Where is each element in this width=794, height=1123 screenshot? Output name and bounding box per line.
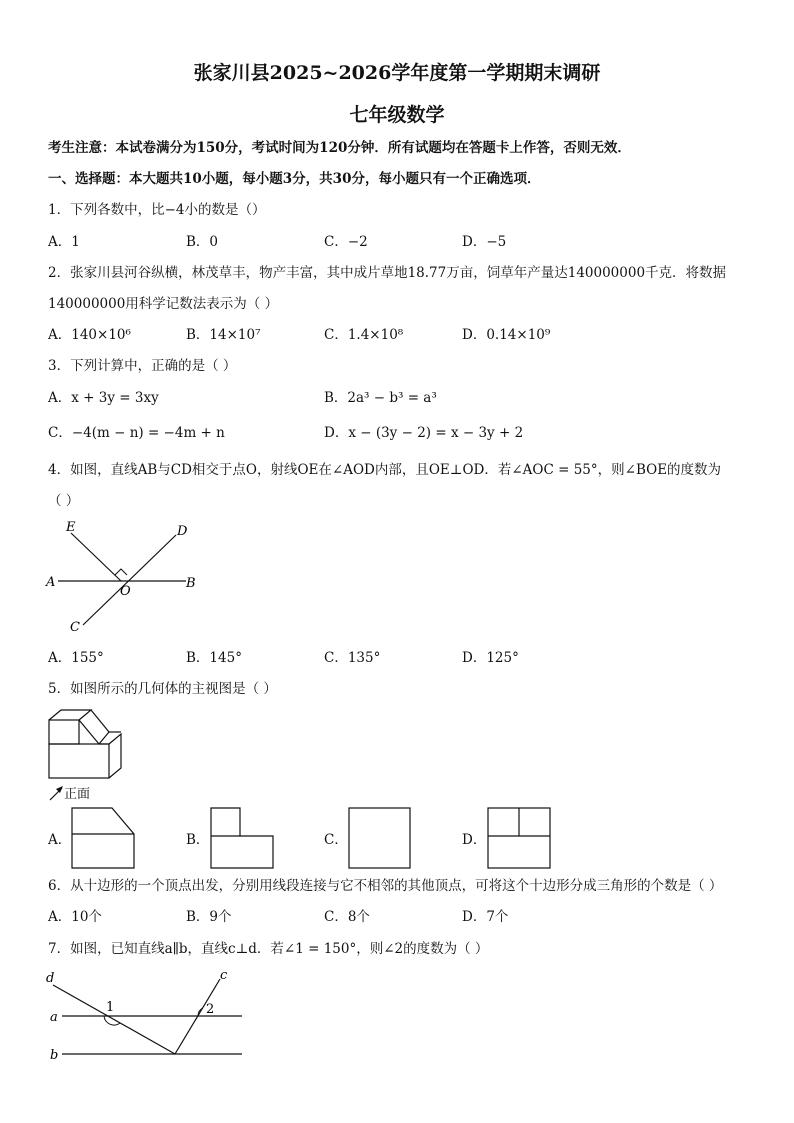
question-4-stem-line-2: （ ） [48, 493, 80, 509]
label-e: E [66, 520, 76, 535]
question-4-stem-line-1: 4．如图，直线AB与CD相交于点O，射线OE在∠AOD内部，且OE⊥OD．若∠AOC = 55°，则∠BOE的度数为 [48, 462, 722, 478]
q5-option-c: C． [324, 832, 348, 848]
angle-2-label: 2 [206, 1002, 215, 1017]
question-5-stem: 5．如图所示的几何体的主视图是（ ） [48, 681, 277, 697]
q2-option-b: B．14×10⁷ [186, 327, 261, 343]
q1-option-a: A．1 [48, 234, 80, 250]
q1-option-d: D．−5 [462, 234, 507, 250]
question-2-stem-line-1: 2．张家川县河谷纵横，林茂草丰，物产丰富，其中成片草地18.77万亩，饲草年产量达140000000千克．将数据 [48, 265, 727, 281]
q2-option-c: C．1.4×10⁸ [324, 327, 404, 343]
q3-option-d: D．x − (3y − 2) = x − 3y + 2 [324, 425, 524, 441]
angle-1-label: 1 [106, 1000, 115, 1015]
label-c: C [70, 620, 80, 635]
question-1-stem: 1．下列各数中，比−4小的数是（） [48, 202, 266, 218]
q6-option-c: C．8个 [324, 909, 370, 925]
q4-option-c: C．135° [324, 650, 381, 666]
q2-option-a: A．140×10⁶ [48, 327, 131, 343]
q4-option-b: B．145° [186, 650, 242, 666]
label-b: B [186, 576, 196, 591]
q4-figure [40, 515, 210, 640]
q4-option-a: A．155° [48, 650, 104, 666]
label-o: O [120, 584, 131, 599]
q5-option-a-figure [71, 807, 135, 869]
label-d: d [46, 971, 55, 986]
q2-option-d: D．0.14×10⁹ [462, 327, 551, 343]
question-7-stem: 7．如图，已知直线a∥b，直线c⊥d．若∠1 = 150°，则∠2的度数为（ ） [48, 941, 489, 957]
exam-notice: 考生注意：本试卷满分为150分，考试时间为120分钟．所有试题均在答题卡上作答，否则无效． [48, 140, 631, 156]
q1-option-b: B．0 [186, 234, 219, 250]
q5-option-d: D． [462, 832, 487, 848]
q1-option-c: C．−2 [324, 234, 368, 250]
q5-front-caption: 正面 [64, 787, 91, 802]
q4-option-d: D．125° [462, 650, 519, 666]
q5-option-b: B． [186, 832, 210, 848]
label-a: a [50, 1010, 58, 1025]
question-2-stem-line-2: 140000000用科学记数法表示为（ ） [48, 296, 279, 312]
section-heading: 一、选择题：本大题共10小题，每小题3分，共30分，每小题只有一个正确选项． [48, 171, 541, 187]
exam-title: 张家川县2025~2026学年度第一学期期末调研 [193, 62, 601, 84]
q5-option-c-figure [348, 807, 412, 869]
q6-option-a: A．10个 [48, 909, 102, 925]
q5-option-d-figure [487, 807, 551, 869]
label-d: D [177, 524, 188, 539]
label-b: b [50, 1048, 59, 1063]
label-c: c [220, 968, 228, 983]
q3-option-a: A．x + 3y = 3xy [48, 390, 159, 406]
q5-option-a: A． [48, 832, 72, 848]
label-a: A [46, 575, 56, 590]
question-6-stem: 6．从十边形的一个顶点出发，分别用线段连接与它不相邻的其他顶点，可将这个十边形分成三角形的个数是（ ） [48, 878, 723, 894]
q6-option-b: B．9个 [186, 909, 232, 925]
q6-option-d: D．7个 [462, 909, 509, 925]
question-3-stem: 3．下列计算中，正确的是（ ） [48, 358, 237, 374]
q5-option-b-figure [210, 807, 274, 869]
exam-subtitle: 七年级数学 [349, 104, 445, 126]
q7-figure [40, 965, 250, 1065]
q3-option-c: C．−4(m − n) = −4m + n [48, 425, 225, 441]
q3-option-b: B．2a³ − b³ = a³ [324, 390, 437, 406]
